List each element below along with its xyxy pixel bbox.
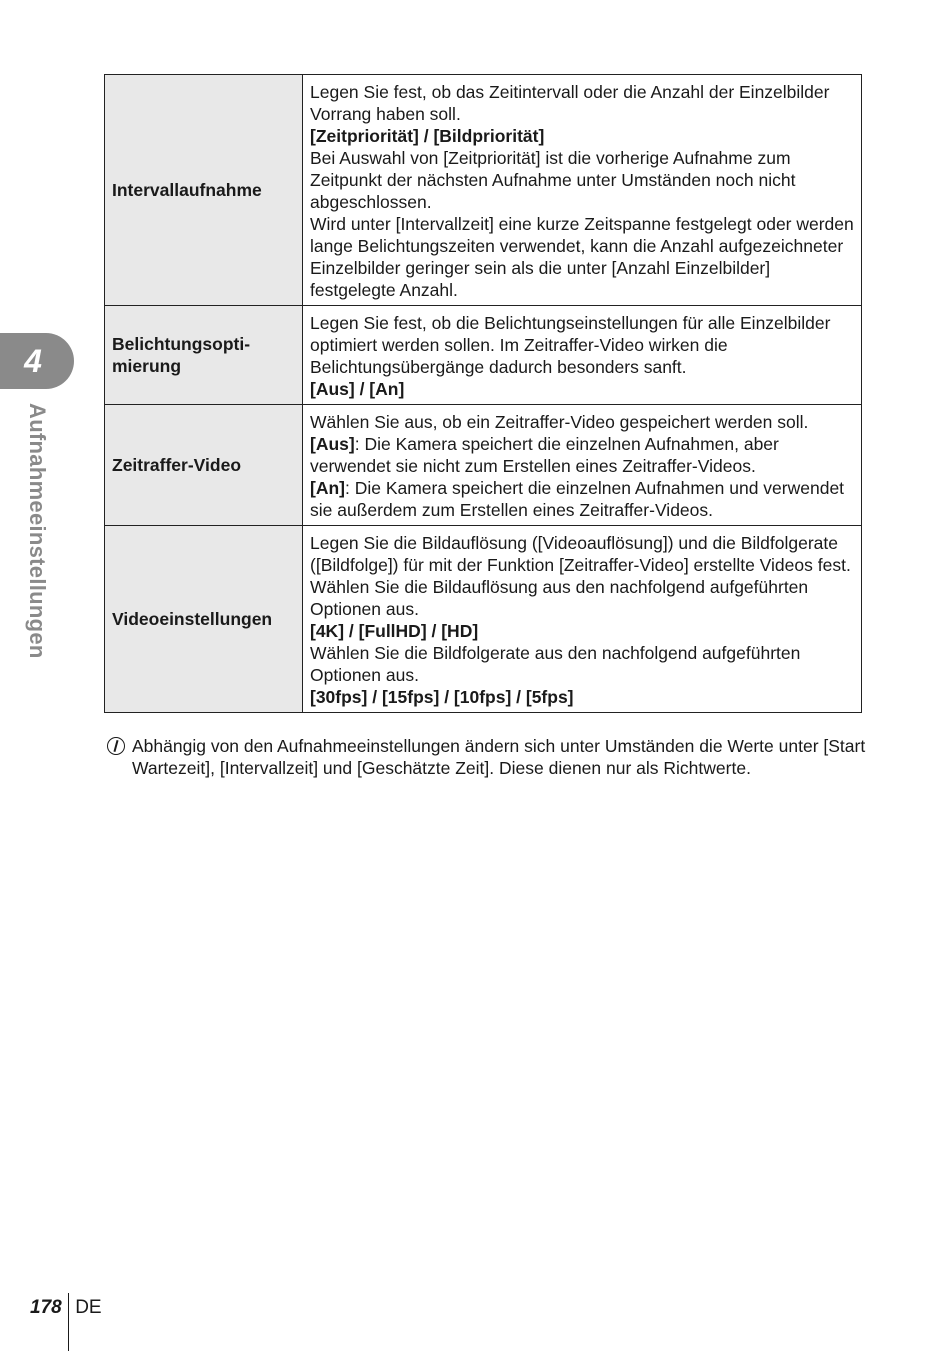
table-row: [105, 75, 862, 306]
page-number: 178: [30, 1297, 62, 1318]
setting-label: Intervallaufnahme: [105, 75, 303, 306]
option-values: [30fps] / [15fps] / [10fps] / [5fps]: [310, 687, 574, 707]
language-code: DE: [75, 1297, 102, 1318]
table-row: [105, 405, 862, 526]
settings-table: [104, 74, 862, 713]
chapter-number: 4: [24, 342, 42, 379]
chapter-tab: [0, 333, 74, 389]
option-values: [Aus] / [An]: [310, 379, 405, 399]
option-values: [4K] / [FullHD] / [HD]: [310, 621, 479, 641]
description-line: Wählen Sie die Bildfolgerate aus den nachfolgend aufgeführten Optionen aus.: [310, 643, 801, 685]
description-line: [310, 433, 855, 477]
setting-label: Zeitraffer-Video: [105, 405, 303, 526]
setting-description: [303, 306, 862, 405]
setting-label: Videoeinstellungen: [105, 526, 303, 713]
description-line: Legen Sie die Bildauflösung ([Videoauflösung]) und die Bildfolgerate ([Bildfolge]) für mit der Funktion [Zeitraffer-Video] erstellte Videos fest.: [310, 533, 851, 575]
option-name: [An]: [310, 478, 345, 498]
option-description: : Die Kamera speichert die einzelnen Aufnahmen und verwendet sie außerdem zum Erstellen eines Zeitraffer-Videos.: [310, 478, 845, 520]
description-line: Wählen Sie die Bildauflösung aus den nachfolgend aufgeführten Optionen aus.: [310, 577, 809, 619]
description-line: Wählen Sie aus, ob ein Zeitraffer-Video gespeichert werden soll.: [310, 412, 809, 432]
caution-note: [104, 735, 874, 779]
option-values: [Zeitpriorität] / [Bildpriorität]: [310, 126, 545, 146]
description-line: Legen Sie fest, ob das Zeitintervall oder die Anzahl der Einzelbilder Vorrang haben soll.: [310, 82, 830, 124]
settings-table-body: [105, 75, 862, 713]
caution-icon: [107, 737, 125, 755]
setting-description: [303, 526, 862, 713]
description-line: Bei Auswahl von [Zeitpriorität] ist die vorherige Aufnahme zum Zeitpunkt der nächsten Aufnahme unter Umständen noch nicht abgeschlossen.: [310, 148, 796, 212]
chapter-title: Aufnahmeeinstellungen: [25, 403, 50, 659]
option-description: : Die Kamera speichert die einzelnen Aufnahmen, aber verwendet sie nicht zum Erstellen eines Zeitraffer-Videos.: [310, 434, 779, 476]
setting-description: [303, 75, 862, 306]
setting-description: [303, 405, 862, 526]
setting-label: Belichtungsopti- mierung: [105, 306, 303, 405]
description-line: Wird unter [Intervallzeit] eine kurze Zeitspanne festgelegt oder werden lange Belichtungszeiten verwendet, kann die Anzahl aufgezeichneter Einzelbilder geringer sein als die unter [Anzahl Einzelbilder] festgelegte Anzahl.: [310, 214, 854, 300]
description-line: Legen Sie fest, ob die Belichtungseinstellungen für alle Einzelbilder optimiert werden sollen. Im Zeitraffer-Video wirken die Belichtungsübergänge dadurch besonders sanft.: [310, 313, 831, 377]
table-row: [105, 526, 862, 713]
footer-divider: [68, 1293, 70, 1351]
description-line: [310, 477, 855, 521]
note-text: Abhängig von den Aufnahmeeinstellungen ändern sich unter Umständen die Werte unter [Start Wartezeit], [Intervallzeit] und [Geschätzte Zeit]. Diese dienen nur als Richtwerte.: [132, 736, 866, 778]
table-row: [105, 306, 862, 405]
page-footer: [30, 1293, 102, 1351]
option-name: [Aus]: [310, 434, 355, 454]
